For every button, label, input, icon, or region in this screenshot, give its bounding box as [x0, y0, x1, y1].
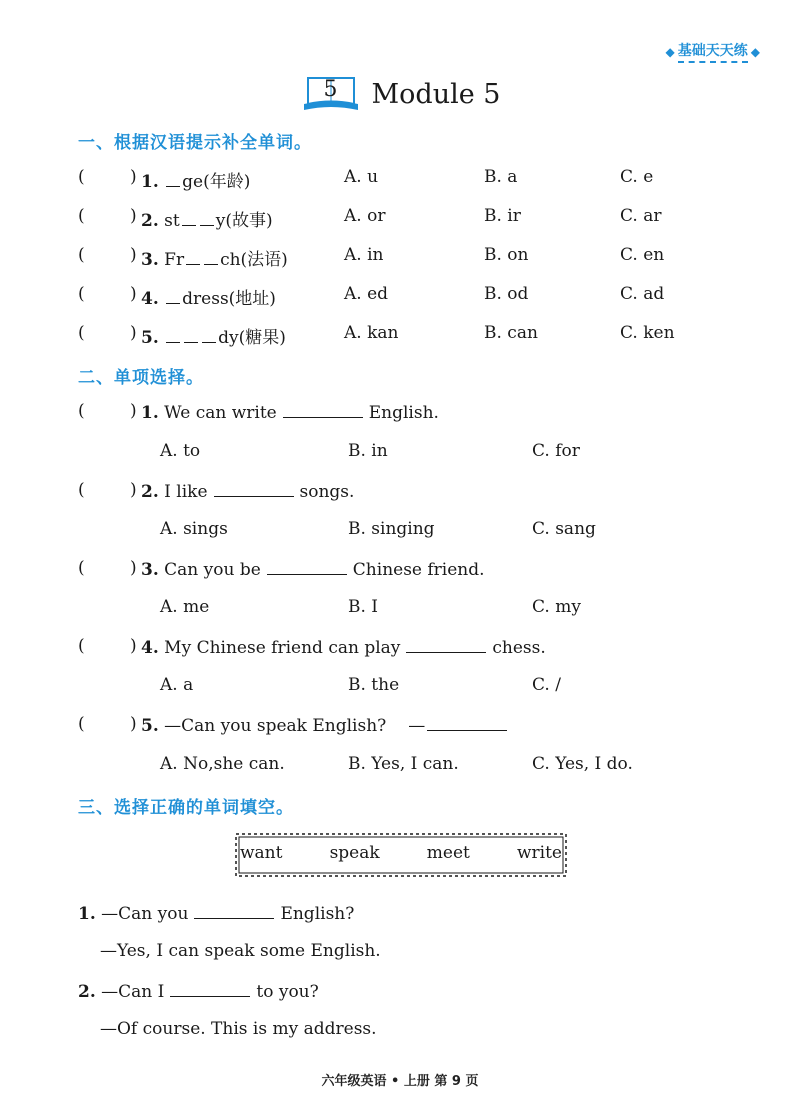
question-stem: y(故事) — [215, 211, 273, 231]
s1-question-1 — [78, 167, 768, 193]
section1-heading: 一、根据汉语提示补全单词。 — [78, 133, 312, 153]
question-suffix: songs. — [299, 482, 355, 502]
word-bank-item: meet — [426, 843, 470, 863]
paren-left: ( — [78, 206, 85, 226]
s1-question-3 — [78, 245, 768, 271]
question-stem: dress(地址) — [182, 289, 276, 309]
s2-options-2 — [78, 519, 768, 545]
paren-right: ) — [130, 323, 137, 343]
option-a: A. ed — [344, 284, 389, 304]
question-text — [141, 323, 286, 348]
question-prefix: Can you be — [164, 560, 261, 580]
answer-line: —Of course. This is my address. — [100, 1019, 377, 1039]
question-prefix: Fr — [164, 250, 185, 270]
module-title: Module 5 — [371, 78, 501, 110]
section2-heading: 二、单项选择。 — [78, 368, 204, 388]
option-c: C. sang — [532, 519, 596, 539]
question-number: 1. — [141, 172, 159, 192]
paren-right: ) — [130, 714, 137, 734]
question-stem: ge(年龄) — [182, 172, 251, 192]
s2-options-5 — [78, 754, 768, 780]
question-prefix: —Can you — [101, 904, 189, 924]
answer-blank — [267, 558, 347, 575]
s3-question-1 — [78, 902, 768, 928]
corner-label — [666, 40, 760, 63]
answer-line: —Yes, I can speak some English. — [100, 941, 381, 961]
answer-blank — [170, 980, 250, 997]
paren-left: ( — [78, 245, 85, 265]
question-number: 4. — [141, 289, 159, 309]
question-prefix: st — [164, 211, 180, 231]
question-text — [141, 284, 276, 309]
option-c: C. for — [532, 441, 580, 461]
option-b: B. singing — [348, 519, 435, 539]
paren-right: ) — [130, 284, 137, 304]
option-a: A. to — [160, 441, 201, 461]
option-b: B. I — [348, 597, 379, 617]
letter-blank — [166, 172, 180, 187]
paren-left: ( — [78, 714, 85, 734]
question-prefix: —Can I — [101, 982, 165, 1002]
s2-question-3 — [78, 558, 768, 584]
option-c: C. ad — [620, 284, 665, 304]
option-a: A. or — [344, 206, 386, 226]
paren-left: ( — [78, 558, 85, 578]
s2-options-3 — [78, 597, 768, 623]
paren-left: ( — [78, 636, 85, 656]
s3-question-2 — [78, 980, 768, 1006]
option-b: B. can — [484, 323, 538, 343]
question-suffix: Chinese friend. — [352, 560, 485, 580]
module-number: 5 — [323, 77, 338, 102]
paren-left: ( — [78, 167, 85, 187]
s2-question-5 — [78, 714, 768, 740]
letter-blank — [200, 211, 214, 226]
question-suffix: English? — [280, 904, 355, 924]
option-a: A. me — [160, 597, 210, 617]
option-c: C. / — [532, 675, 561, 695]
question-number: 5. — [141, 328, 159, 348]
word-bank-item: write — [516, 843, 562, 863]
answer-blank — [214, 480, 294, 497]
word-bank-box — [234, 832, 568, 878]
question-text — [141, 401, 439, 423]
question-text — [141, 206, 273, 231]
answer-blank — [194, 902, 274, 919]
corner-label-text: 基础天天练 — [678, 40, 748, 63]
paren-left: ( — [78, 480, 85, 500]
answer-dash: — — [408, 716, 426, 736]
module-header — [0, 74, 800, 114]
book-icon — [300, 74, 362, 114]
question-prefix: My Chinese friend can play — [164, 638, 401, 658]
question-number: 3. — [141, 250, 159, 270]
word-bank-item: speak — [329, 843, 380, 863]
letter-blank — [186, 250, 200, 265]
page-footer: 六年级英语 • 上册 第 9 页 — [321, 1074, 479, 1089]
letter-blank — [182, 211, 196, 226]
option-c: C. ar — [620, 206, 662, 226]
s1-question-4 — [78, 284, 768, 310]
s2-options-1 — [78, 441, 768, 467]
question-stem: ch(法语) — [220, 250, 288, 270]
option-c: C. my — [532, 597, 581, 617]
s1-question-5 — [78, 323, 768, 349]
option-a: A. No,she can. — [160, 754, 285, 774]
option-c: C. Yes, I do. — [532, 754, 633, 774]
paren-right: ) — [130, 636, 137, 656]
option-c: C. ken — [620, 323, 675, 343]
question-suffix: to you? — [256, 982, 319, 1002]
paren-left: ( — [78, 401, 85, 421]
question-text — [141, 636, 546, 658]
question-prefix: I like — [164, 482, 208, 502]
question-text — [141, 245, 288, 270]
option-b: B. the — [348, 675, 400, 695]
option-c: C. en — [620, 245, 665, 265]
question-text — [141, 714, 513, 736]
option-b: B. a — [484, 167, 518, 187]
paren-right: ) — [130, 401, 137, 421]
section3-heading: 三、选择正确的单词填空。 — [78, 798, 294, 818]
question-text — [141, 558, 485, 580]
option-a: A. sings — [160, 519, 228, 539]
question-suffix: chess. — [492, 638, 546, 658]
question-stem: dy(糖果) — [218, 328, 286, 348]
option-b: B. in — [348, 441, 388, 461]
option-b: B. ir — [484, 206, 521, 226]
paren-right: ) — [130, 558, 137, 578]
option-c: C. e — [620, 167, 654, 187]
question-number: 1. — [141, 403, 159, 423]
letter-blank — [204, 250, 218, 265]
letter-blank — [184, 328, 198, 343]
question-text — [141, 480, 354, 502]
s3-answer-1 — [78, 941, 768, 967]
letter-blank — [202, 328, 216, 343]
answer-blank — [406, 636, 486, 653]
letter-blank — [166, 289, 180, 304]
paren-right: ) — [130, 480, 137, 500]
answer-blank — [427, 714, 507, 731]
s2-question-1 — [78, 401, 768, 427]
paren-right: ) — [130, 167, 137, 187]
option-a: A. a — [160, 675, 194, 695]
paren-left: ( — [78, 284, 85, 304]
s3-answer-2 — [78, 1019, 768, 1045]
s2-question-2 — [78, 480, 768, 506]
question-text — [78, 902, 354, 924]
question-number: 2. — [141, 211, 159, 231]
question-number: 3. — [141, 560, 159, 580]
paren-left: ( — [78, 323, 85, 343]
option-b: B. od — [484, 284, 529, 304]
option-b: B. Yes, I can. — [348, 754, 459, 774]
option-a: A. in — [344, 245, 384, 265]
question-number: 2. — [78, 982, 96, 1002]
answer-blank — [283, 401, 363, 418]
s2-question-4 — [78, 636, 768, 662]
word-bank — [240, 843, 562, 863]
option-a: A. u — [344, 167, 379, 187]
word-bank-item: want — [240, 843, 283, 863]
question-number: 2. — [141, 482, 159, 502]
diamond-icon: ◆ — [665, 44, 675, 59]
option-b: B. on — [484, 245, 529, 265]
question-number: 1. — [78, 904, 96, 924]
paren-right: ) — [130, 206, 137, 226]
question-prefix: We can write — [164, 403, 277, 423]
option-a: A. kan — [344, 323, 399, 343]
s1-question-2 — [78, 206, 768, 232]
question-text — [78, 980, 319, 1002]
question-number: 5. — [141, 716, 159, 736]
paren-right: ) — [130, 245, 137, 265]
question-text — [141, 167, 250, 192]
s2-options-4 — [78, 675, 768, 701]
question-number: 4. — [141, 638, 159, 658]
question-suffix: English. — [368, 403, 439, 423]
letter-blank — [166, 328, 180, 343]
question-prefix: —Can you speak English? — [164, 716, 387, 736]
diamond-icon: ◆ — [750, 44, 760, 59]
